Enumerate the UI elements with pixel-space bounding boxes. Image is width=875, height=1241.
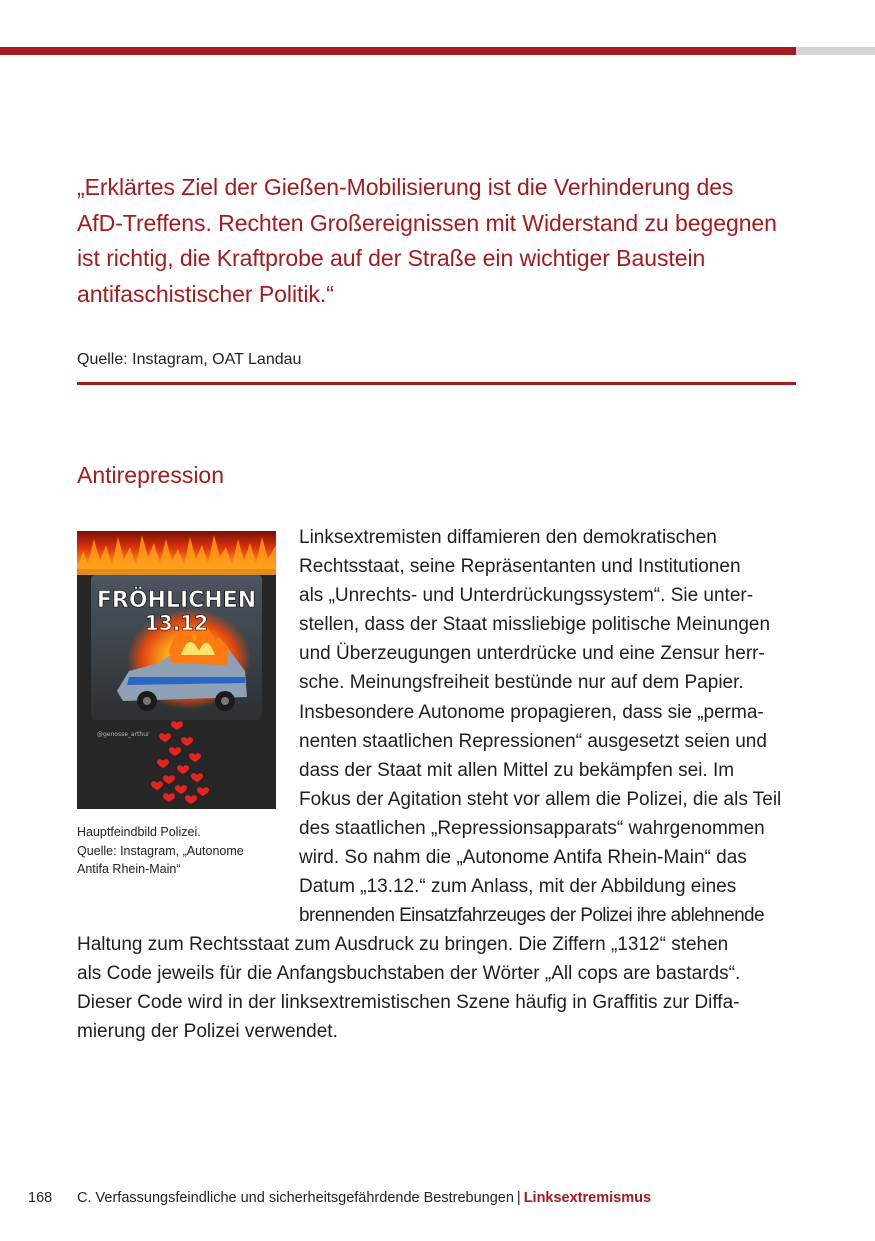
figure-image <box>77 531 276 809</box>
body-line: als „Unrechts- und Unterdrückungssystem“. Sie unter- <box>299 585 754 607</box>
figure-title-line1: FRÖHLICHEN <box>96 588 257 613</box>
body-line: Datum „13.12.“ zum Anlass, mit der Abbildung eines <box>299 876 737 898</box>
section-heading: Antirepression <box>77 462 225 488</box>
body-line: als Code jeweils für die Anfangsbuchstaben der Wörter „All cops are bastards“. <box>77 963 741 985</box>
body-line: stellen, dass der Staat missliebige politische Meinungen <box>299 614 771 636</box>
quote-text <box>77 170 797 312</box>
body-line: Rechtsstaat, seine Repräsentanten und Institutionen <box>299 556 741 578</box>
body-line: nenten staatlichen Repressionen“ ausgesetzt seien und <box>299 730 767 752</box>
body-line: wird. So nahm die „Autonome Antifa Rhein-Main“ das <box>299 847 747 869</box>
footer-chapter: C. Verfassungsfeindliche und sicherheitsgefährdende Bestrebungen <box>77 1190 514 1206</box>
body-line: Haltung zum Rechtsstaat zum Ausdruck zu bringen. Die Ziffern „1312“ stehen <box>77 934 729 955</box>
body-line: sche. Meinungsfreiheit bestünde nur auf dem Papier. <box>299 672 744 694</box>
body-line: Insbesondere Autonome propagieren, dass sie „perma- <box>299 701 764 723</box>
figure-caption <box>77 823 277 879</box>
body-line: Linksextremisten diffamieren den demokratischen <box>299 527 717 548</box>
body-line: mierung der Polizei verwendet. <box>77 1021 338 1043</box>
body-line: Dieser Code wird in der linksextremistischen Szene häufig in Graffitis zur Diffa- <box>77 992 740 1014</box>
caption-line: Antifa Rhein-Main“ <box>77 862 181 876</box>
figure-handle: @genosse_arthur <box>97 731 150 738</box>
top-accent-bar <box>0 47 796 55</box>
body-text-wrapped <box>299 523 796 930</box>
quote-line: ist richtig, die Kraftprobe auf der Straße ein wichtiger Baustein <box>77 245 706 271</box>
quote-source: Quelle: Instagram, OAT Landau <box>77 351 302 368</box>
body-line: und Überzeugungen unterdrücke und eine Zensur herr- <box>299 643 765 665</box>
body-line: dass der Staat mit allen Mittel zu bekämpfen sei. Im <box>299 759 735 781</box>
footer-separator: | <box>516 1190 521 1206</box>
burning-police-car-image <box>77 531 276 809</box>
quote-line: AfD-Treffens. Rechten Großereignissen mit Widerstand zu begegnen <box>77 209 777 236</box>
caption-line: Hauptfeindbild Polizei. <box>77 825 201 839</box>
quote-line: antifaschistischer Politik.“ <box>77 280 334 307</box>
page-footer <box>28 1190 651 1206</box>
body-line: Fokus der Agitation steht vor allem die Polizei, die als Teil <box>299 788 782 810</box>
body-line: des staatlichen „Repressionsapparats“ wahrgenommen <box>299 817 765 839</box>
quote-line: „Erklärtes Ziel der Gießen-Mobilisierung ist die Verhinderung des <box>77 174 734 200</box>
quote-divider <box>77 382 796 385</box>
top-grey-bar <box>796 47 875 55</box>
figure-title-line2: 13.12 <box>144 611 209 635</box>
quote-block <box>77 170 797 312</box>
page-number: 168 <box>28 1190 53 1206</box>
body-text-full <box>77 930 797 1046</box>
body-line: brennenden Einsatzfahrzeuges der Polizei ihre ablehnende <box>299 905 764 927</box>
caption-line: Quelle: Instagram, „Autonome <box>77 843 244 858</box>
footer-topic: Linksextremismus <box>523 1190 652 1206</box>
